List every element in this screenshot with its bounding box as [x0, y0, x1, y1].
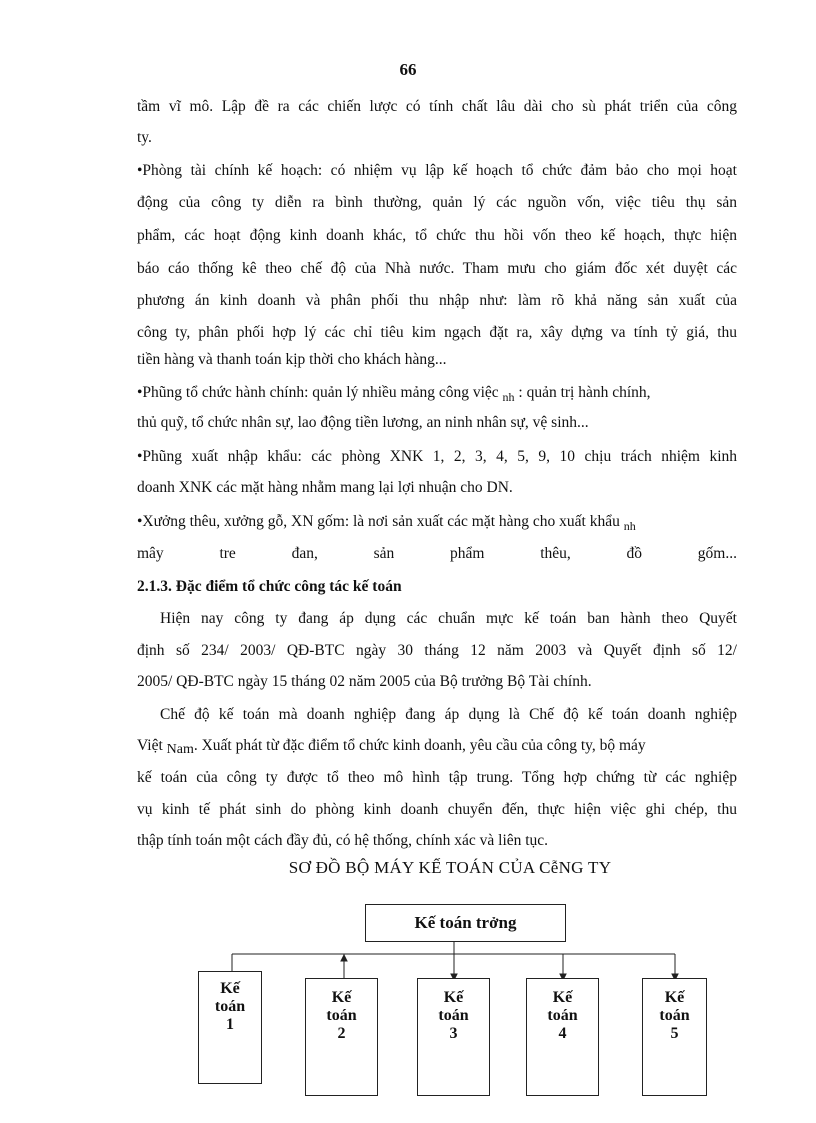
text-segment: : quản trị hành chính,: [518, 384, 651, 401]
section-heading: 2.1.3. Đặc điểm tổ chức công tác kế toán: [137, 578, 402, 595]
text-line: tiền hàng và thanh toán kịp thời cho khách hàng...: [137, 351, 447, 368]
box-label: toán: [438, 1007, 469, 1024]
box-word: Kế: [220, 980, 240, 997]
accountant-3-box: [417, 978, 490, 1096]
chief-accountant-box: Kế toán trởng: [365, 904, 566, 942]
text-line: •Phũng xuất nhập khẩu: các phòng XNK 1, 2, 3, 4, 5, 9, 10 chịu trách nhiệm kinh: [137, 448, 737, 465]
box-word: Kế: [552, 989, 573, 1006]
box-word: Kế: [443, 989, 464, 1006]
text-line: •Phòng tài chính kế hoạch: có nhiệm vụ lập kế hoạch tổ chức đảm bảo cho mọi hoạt: [137, 162, 737, 179]
text-line: phẩm, các hoạt động kinh doanh khác, tổ chức thu hồi vốn theo kế hoạch, thực hiện: [137, 227, 737, 244]
text-line: doanh XNK các mặt hàng nhằm mang lại lợi nhuận cho DN.: [137, 479, 513, 496]
text-line: thập tính toán một cách đầy đủ, có hệ thống, chính xác và liên tục.: [137, 832, 549, 849]
accountant-1-box: [198, 971, 262, 1084]
box-label: toán: [547, 1007, 578, 1024]
text-segment: •Phũng tổ chức hành chính: quản lý nhiều mảng công việc: [137, 384, 499, 401]
text-line: động của công ty diễn ra bình thường, quản lý các nguồn vốn, việc tiêu thụ sản: [137, 194, 737, 211]
text-line: ty.: [137, 129, 152, 146]
box-number: 5: [670, 1025, 679, 1042]
text-line: Hiện nay công ty đang áp dụng các chuẩn mực kế toán ban hành theo Quyết: [160, 610, 737, 627]
text-line: mây tre đan, sản phẩm thêu, đồ gốm...: [137, 545, 737, 562]
text-segment: •Xưởng thêu, xưởng gỗ, XN gốm: là nơi sản xuất các mặt hàng cho xuất khẩu: [137, 513, 620, 530]
text-line: phương án kinh doanh và phân phối thu nhập như: làm rõ khả năng sản xuất của: [137, 292, 737, 309]
text-line: 2005/ QĐ-BTC ngày 15 tháng 02 năm 2005 của Bộ trưởng Bộ Tài chính.: [137, 673, 592, 690]
box-number: 3: [449, 1025, 458, 1042]
text-line: công ty, phân phối hợp lý các chỉ tiêu kim ngạch đặt ra, xây dựng va tính tỷ giá, thu: [137, 324, 737, 341]
text-segment: . Xuất phát từ đặc điểm tổ chức kinh doanh, yêu cầu của công ty, bộ máy: [193, 737, 646, 754]
accountant-2-box: [305, 978, 378, 1096]
accountant-4-box: [526, 978, 599, 1096]
text-line: định số 234/ 2003/ QĐ-BTC ngày 30 tháng 12 năm 2003 và Quyết định số 12/: [137, 642, 737, 659]
text-line: báo cáo thống kê theo chế độ của Nhà nước. Tham mưu cho giám đốc xét duyệt các: [137, 260, 737, 277]
text-segment: Việt: [137, 737, 163, 754]
subscript-fragment: Nam: [166, 742, 194, 757]
subscript-fragment: nh: [623, 519, 636, 533]
box-label: toán: [214, 998, 246, 1015]
org-chart-title: SƠ ĐỒ BỘ MÁY KẾ TOÁN CỦA CễNG TY: [288, 858, 612, 877]
box-label: toán: [659, 1007, 690, 1024]
accountant-5-box: [642, 978, 707, 1096]
page-number: 66: [399, 60, 417, 79]
box-number: 1: [226, 1016, 234, 1033]
box-word: Kế: [664, 989, 685, 1006]
box-label: toán: [326, 1007, 357, 1024]
text-line: tầm vĩ mô. Lập đề ra các chiến lược có tính chất lâu dài cho sù phát triển của công: [137, 98, 737, 115]
text-line: thủ quỹ, tổ chức nhân sự, lao động tiền lương, an ninh nhân sự, vệ sinh...: [137, 414, 589, 431]
box-word: Kế: [331, 989, 352, 1006]
text-line: kế toán của công ty được tổ theo mô hình tập trung. Tổng hợp chứng từ các nghiệp: [137, 769, 737, 786]
box-number: 2: [337, 1025, 346, 1042]
arrow-head: [341, 955, 347, 961]
text-line: vụ kinh tế phát sinh do phòng kinh doanh chuyển đến, thực hiện việc ghi chép, thu: [137, 801, 737, 818]
text-line: Chế độ kế toán mà doanh nghiệp đang áp dụng là Chế độ kế toán doanh nghiệp: [160, 706, 737, 723]
subscript-fragment: nh: [502, 390, 515, 404]
box-number: 4: [558, 1025, 567, 1042]
